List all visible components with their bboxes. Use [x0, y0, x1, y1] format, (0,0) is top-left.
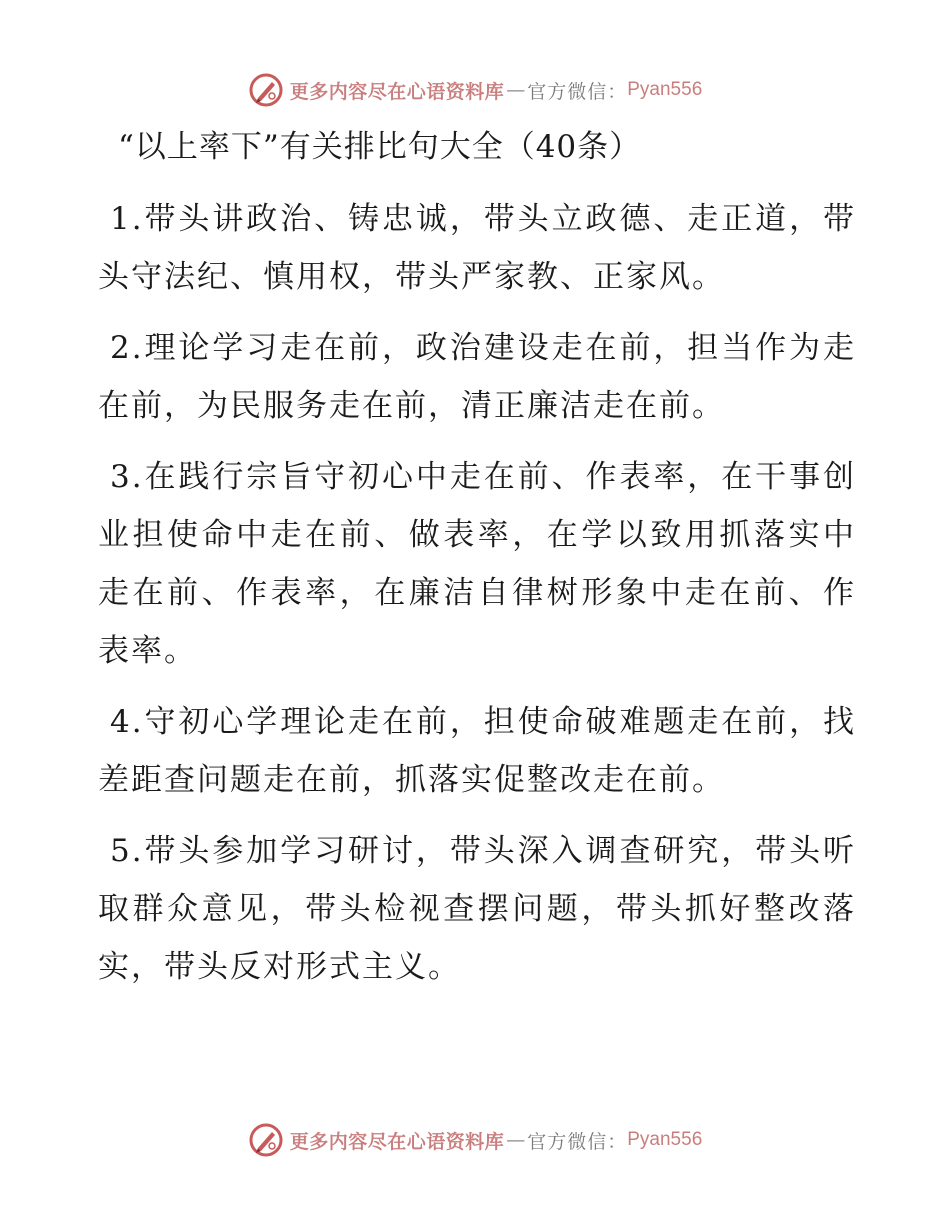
banner-dash: — [506, 1129, 526, 1151]
banner-wechat-id: Pyan556 [627, 1129, 703, 1150]
footer-banner [0, 1120, 950, 1160]
banner-dash: — [506, 79, 526, 101]
banner-slogan: 更多内容尽在心语资料库 [289, 80, 505, 103]
list-item: 5.带头参加学习研讨，带头深入调查研究，带头听取群众意见，带头检视查摆问题，带头抓好整改落实，带头反对形式主义。 [98, 833, 856, 985]
document-title: “以上率下”有关排比句大全（40条） [118, 129, 642, 165]
document-body [98, 190, 856, 1009]
list-item: 3.在践行宗旨守初心中走在前、作表率，在干事创业担使命中走在前、做表率，在学以致用抓落实中走在前、作表率，在廉洁自律树形象中走在前、作表率。 [98, 459, 856, 669]
list-item: 1.带头讲政治、铸忠诚，带头立政德、走正道，带头守法纪、慎用权，带头严家教、正家风。 [98, 201, 856, 295]
pen-logo-icon [248, 1122, 284, 1158]
list-item: 2.理论学习走在前，政治建设走在前，担当作为走在前，为民服务走在前，清正廉洁走在前。 [98, 330, 856, 424]
banner-slogan: 更多内容尽在心语资料库 [289, 1130, 505, 1153]
banner-wechat-label: 官方微信： [527, 1130, 628, 1153]
pen-logo-icon [248, 72, 284, 108]
header-banner [0, 70, 950, 110]
banner-wechat-label: 官方微信： [527, 80, 628, 103]
list-item: 4.守初心学理论走在前，担使命破难题走在前，找差距查问题走在前，抓落实促整改走在前。 [98, 704, 856, 798]
banner-wechat-id: Pyan556 [627, 79, 703, 100]
